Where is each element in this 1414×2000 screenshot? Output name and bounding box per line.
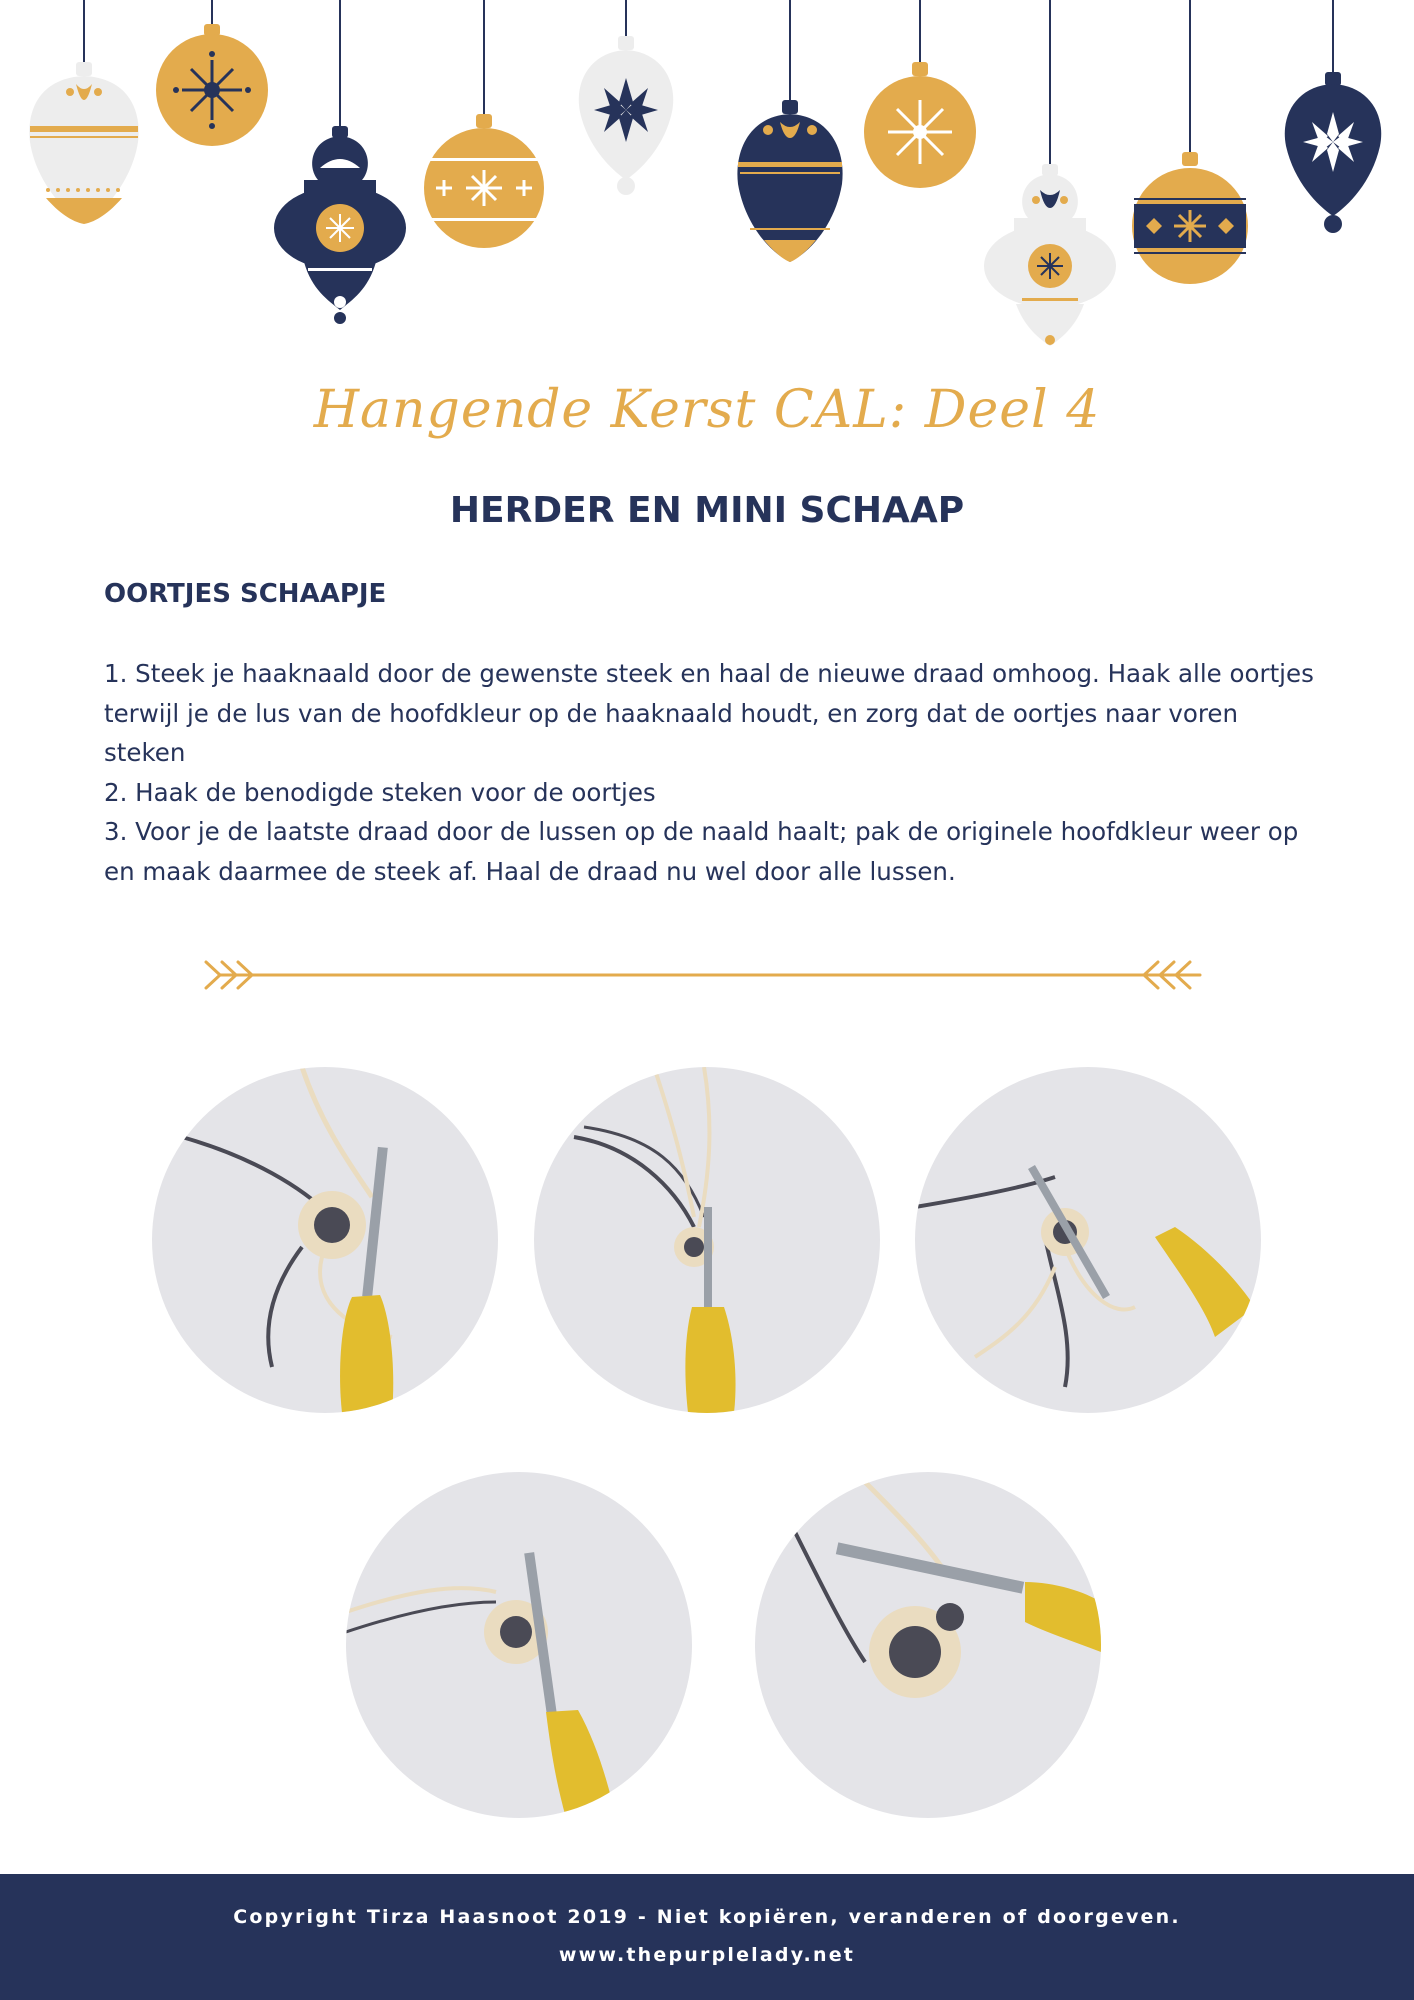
navy-star-ornament: [1285, 72, 1381, 233]
step-3: 3. Voor je de laatste draad door de lussen op de naald haalt; pak de originele hoofdkleur weer op en maak daarmee de steek af. Haal de draad nu wel door alle lussen.: [104, 817, 1299, 886]
step-photo-3: [915, 1067, 1261, 1413]
christmas-ornaments-banner: [0, 0, 1414, 360]
gold-band-ornament: [1132, 152, 1248, 284]
footer-copyright: Copyright Tirza Haasnoot 2019 - Niet kopiëren, veranderen of doorgeven.: [233, 1906, 1181, 1928]
step-photo-2: [534, 1067, 880, 1413]
white-egg-ornament: [29, 62, 138, 224]
arrow-divider: [200, 950, 1214, 1000]
step-photo-5: [755, 1472, 1101, 1818]
script-title: Hangende Kerst CAL: Deel 4: [313, 380, 1101, 440]
step-photo-4: [346, 1472, 692, 1818]
footer: [0, 1874, 1414, 2000]
white-lantern-ornament: [984, 164, 1116, 346]
footer-website-link[interactable]: www.thepurplelady.net: [558, 1944, 856, 1966]
step-2: 2. Haak de benodigde steken voor de oortjes: [104, 777, 656, 807]
step-photo-1: [152, 1067, 498, 1413]
section-heading: OORTJES SCHAAPJE: [104, 579, 387, 609]
gold-ball-ornament: [156, 24, 268, 146]
gold-snowflake-ornament: [864, 62, 976, 188]
white-star-ornament: [579, 36, 673, 195]
step-1: 1. Steek je haaknaald door de gewenste steek en haal de nieuwe draad omhoog. Haak alle oortjes terwijl je de lus van de hoofdkleur op de haaknaald houdt, en zorg dat de oortjes naar voren steken: [104, 659, 1314, 767]
page-title: HERDER EN MINI SCHAAP: [449, 490, 965, 531]
instruction-steps: [104, 654, 1314, 891]
navy-teardrop-ornament: [737, 100, 842, 262]
gold-fair-isle-ornament: [424, 114, 544, 248]
navy-lantern-ornament: [274, 126, 406, 324]
